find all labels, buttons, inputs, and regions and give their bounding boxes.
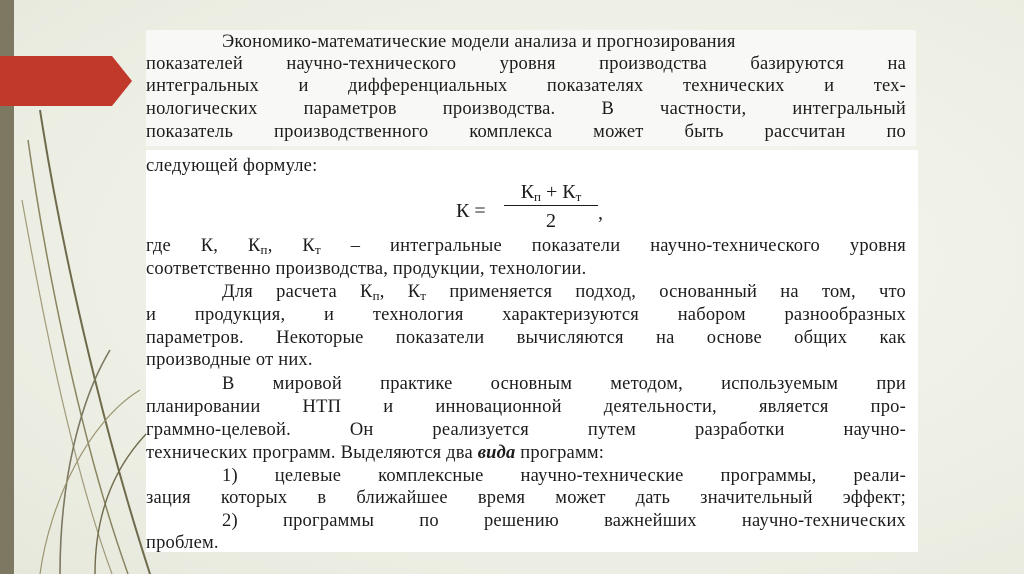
formula-lhs: К =: [456, 200, 486, 222]
paragraph-line: Экономико-математические модели анализа и прогнозирования: [222, 32, 736, 52]
paragraph-line: нологических параметров производства. В частности, интегральный: [146, 99, 906, 119]
fraction-bar: [504, 205, 598, 206]
list-item: 2) программы по решению важнейших научно-технических: [222, 511, 906, 531]
scanned-page: [146, 30, 918, 552]
formula-intro: следующей формуле:: [146, 156, 318, 176]
paragraph-line: В мировой практике основным методом, используемым при: [222, 374, 906, 394]
list-item: проблем.: [146, 533, 219, 553]
paragraph-line: интегральных и дифференциальных показателях технических и тех-: [146, 76, 906, 96]
red-arrow-marker: [0, 56, 132, 106]
paragraph-line: планировании НТП и инновационной деятельности, является про-: [146, 397, 906, 417]
emphasis-word: вида: [477, 443, 516, 463]
paragraph-line: технических программ. Выделяются два вида программ:: [146, 443, 605, 463]
paragraph-line: производные от них.: [146, 350, 313, 370]
paragraph-line: показатель производственного комплекса может быть рассчитан по: [146, 122, 906, 142]
paragraph-line: где К, $К_п$, $К_т$ – интегральные показатели научно-технического уровня: [146, 236, 906, 257]
formula-denominator: 2: [546, 210, 556, 232]
paragraph-line: соответственно производства, продукции, технологии.: [146, 259, 587, 279]
list-item: зация которых в ближайшее время может дать значительный эффект;: [146, 488, 906, 508]
formula-comma: ,: [598, 202, 603, 224]
formula-numerator: $К_п + К_т$: [520, 181, 582, 204]
formula-fraction: [500, 180, 602, 233]
paragraph-line: граммно-целевой. Он реализуется путем разработки научно-: [146, 420, 906, 440]
paragraph-line: параметров. Некоторые показатели вычисляются на основе общих как: [146, 328, 906, 348]
paragraph-line: показателей научно-технического уровня производства базируются на: [146, 54, 906, 74]
list-item: 1) целевые комплексные научно-технические программы, реали-: [222, 466, 906, 486]
formula: [146, 180, 918, 240]
paragraph-line: Для расчета $К_п$, $К_т$ применяется подход, основанный на том, что: [222, 282, 906, 303]
paragraph-line: и продукция, и технология характеризуются набором разнообразных: [146, 305, 906, 325]
